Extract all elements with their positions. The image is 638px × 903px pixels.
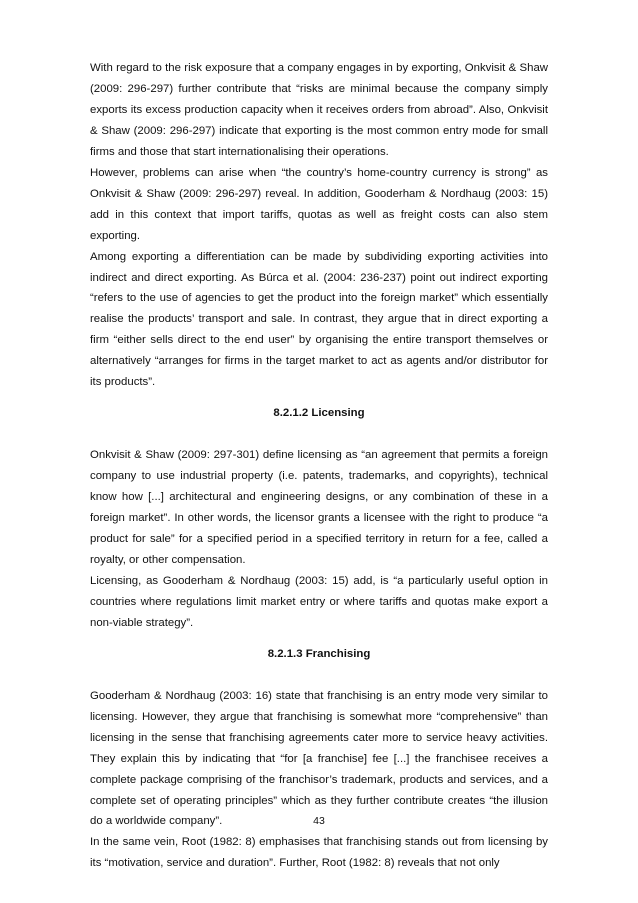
paragraph: Among exporting a differentiation can be made by subdividing exporting activities into indirect and direct exporting. As Búrca et al. (2004: 236-237) point out indirect exporting “refers to the use of agencies to get the product into the foreign market” which essentially realise the products’ transport and sale. In contrast, they argue that in direct exporting a firm “either sells direct to the end user” by organising the entire transport themselves or alternatively “arranges for firms in the target market to act as agents and/or distributor for its products”. [90,250,548,389]
section-heading-franchising: 8.2.1.3 Franchising [267,647,371,660]
paragraph: In the same vein, Root (1982: 8) emphasises that franchising stands out from licensing by its “motivation, service and duration”. Further, Root (1982: 8) reveals that not only [90,836,548,870]
paragraph: Onkvisit & Shaw (2009: 297-301) define licensing as “an agreement that permits a foreign company to use industrial property (i.e. patents, trademarks, and copyrights), technical know how [...] architectural and engineering designs, or any combination of these in a foreign market”. In other words, the licensor grants a licensee with the right to produce “a product for sale” for a specified period in a specified territory in return for a fee, called a royalty, or other compensation. [90,449,548,566]
paragraph: With regard to the risk exposure that a company engages in by exporting, Onkvisit & Shaw (2009: 296-297) further contribute that “risks are minimal because the company simply exports its excess production capacity when it receives orders from abroad”. Also, Onkvisit & Shaw (2009: 296-297) indicate that exporting is the most common entry mode for small firms and those that start internationalising their operations. [90,62,548,158]
page-number: 43 [313,815,325,827]
page-content [90,58,548,874]
paragraph: Gooderham & Nordhaug (2003: 16) state that franchising is an entry mode very similar to licensing. However, they argue that franchising is somewhat more “comprehensive” than licensing in the sense that franchising agreements cater more to service heavy activities. They explain this by indicating that “for [a franchise] fee [...] the franchisee receives a complete package comprising of the franchisor’s trademark, products and services, and a complete set of operating principles” which as they further contribute creates “the illusion do a worldwide company”. [90,689,548,828]
section-heading-licensing: 8.2.1.2 Licensing [273,407,365,420]
paragraph: Licensing, as Gooderham & Nordhaug (2003: 15) add, is “a particularly useful option in countries where regulations limit market entry or where tariffs and quotas make export a non-viable strategy”. [90,574,548,629]
paragraph: However, problems can arise when “the country’s home-country currency is strong” as Onkvisit & Shaw (2009: 296-297) reveal. In addition, Gooderham & Nordhaug (2003: 15) add in this context that import tariffs, quotas as well as freight costs can also stem exporting. [90,166,548,242]
